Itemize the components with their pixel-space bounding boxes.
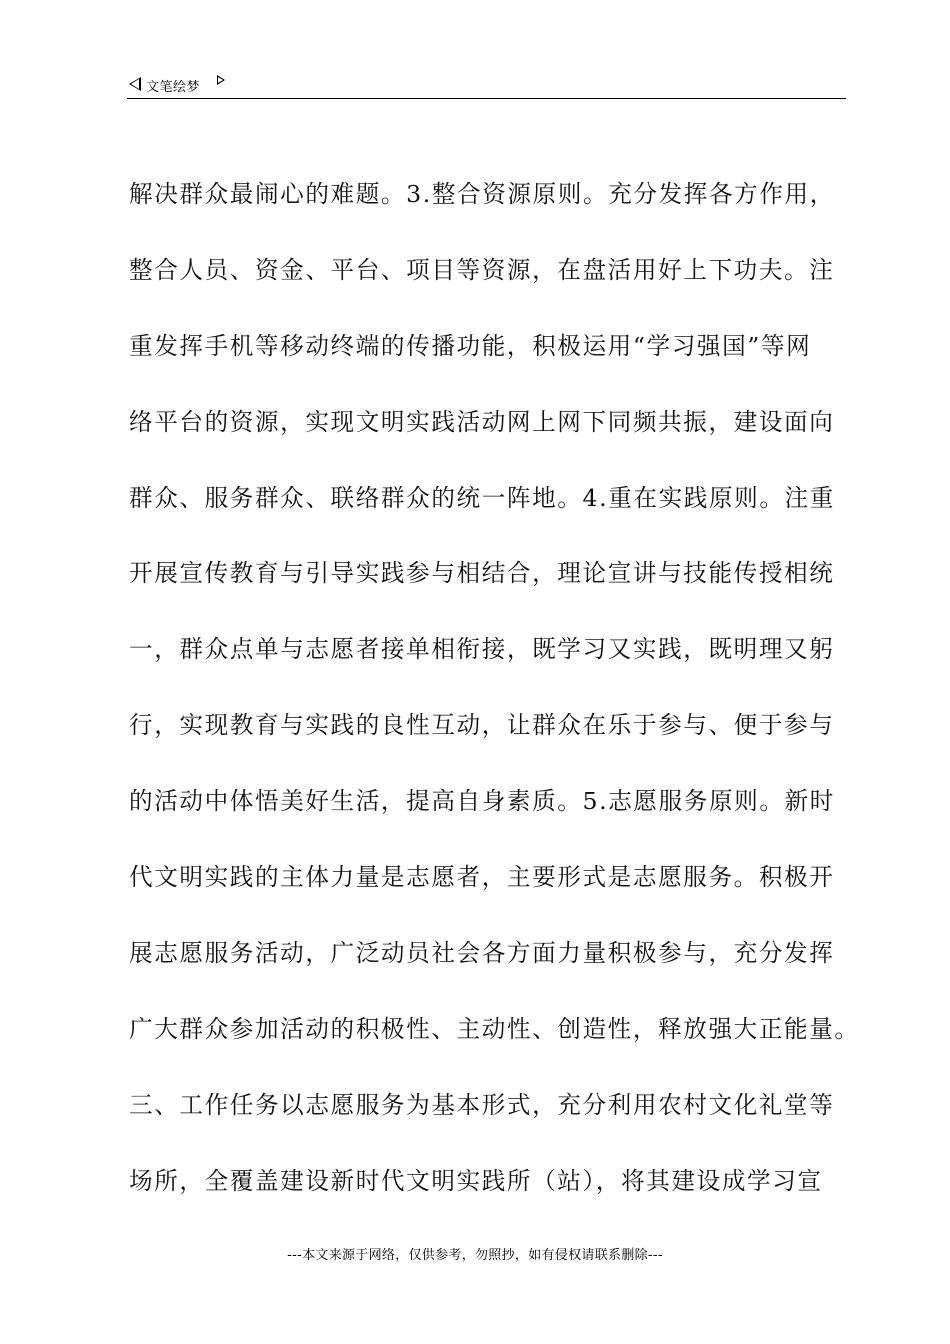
body-line: 解决群众最闹心的难题。3.整合资源原则。充分发挥各方作用，: [129, 180, 835, 208]
page-header: [127, 74, 846, 99]
page-footer-disclaimer: ---本文来源于网络，仅供参考，勿照抄，如有侵权请联系删除---: [287, 1248, 663, 1263]
header-title: 文笔绘梦: [146, 80, 201, 95]
body-line: 行，实现教育与实践的良性互动，让群众在乐于参与、便于参与: [129, 711, 835, 740]
body-line: 三、工作任务以志愿服务为基本形式，充分利用农村文化礼堂等: [129, 1090, 835, 1119]
document-body: [129, 164, 860, 1226]
triangle-right-icon: [217, 75, 225, 85]
body-line: 重发挥手机等移动终端的传播功能，积极运用“学习强国”等网: [129, 331, 812, 360]
body-line: 场所，全覆盖建设新时代文明实践所（站），将其建设成学习宣: [129, 1166, 823, 1195]
body-line: 开展宣传教育与引导实践参与相结合，理论宣讲与技能传授相统: [129, 559, 835, 588]
body-line: 代文明实践的主体力量是志愿者，主要形式是志愿服务。积极开: [129, 863, 835, 892]
body-line: 广大群众参加活动的积极性、主动性、创造性，释放强大正能量。: [129, 1014, 860, 1043]
body-line: 的活动中体悟美好生活，提高自身素质。5.志愿服务原则。新时: [129, 787, 835, 816]
body-line: 展志愿服务活动，广泛动员社会各方面力量积极参与，充分发挥: [129, 938, 835, 967]
triangle-left-icon: [129, 77, 141, 91]
body-line: 络平台的资源，实现文明实践活动网上网下同频共振，建设面向: [129, 407, 835, 436]
body-line: 整合人员、资金、平台、项目等资源，在盘活用好上下功夫。注: [129, 255, 835, 284]
body-line: 一，群众点单与志愿者接单相衔接，既学习又实践，既明理又躬: [129, 635, 835, 664]
body-line: 群众、服务群众、联络群众的统一阵地。4.重在实践原则。注重: [129, 483, 835, 512]
